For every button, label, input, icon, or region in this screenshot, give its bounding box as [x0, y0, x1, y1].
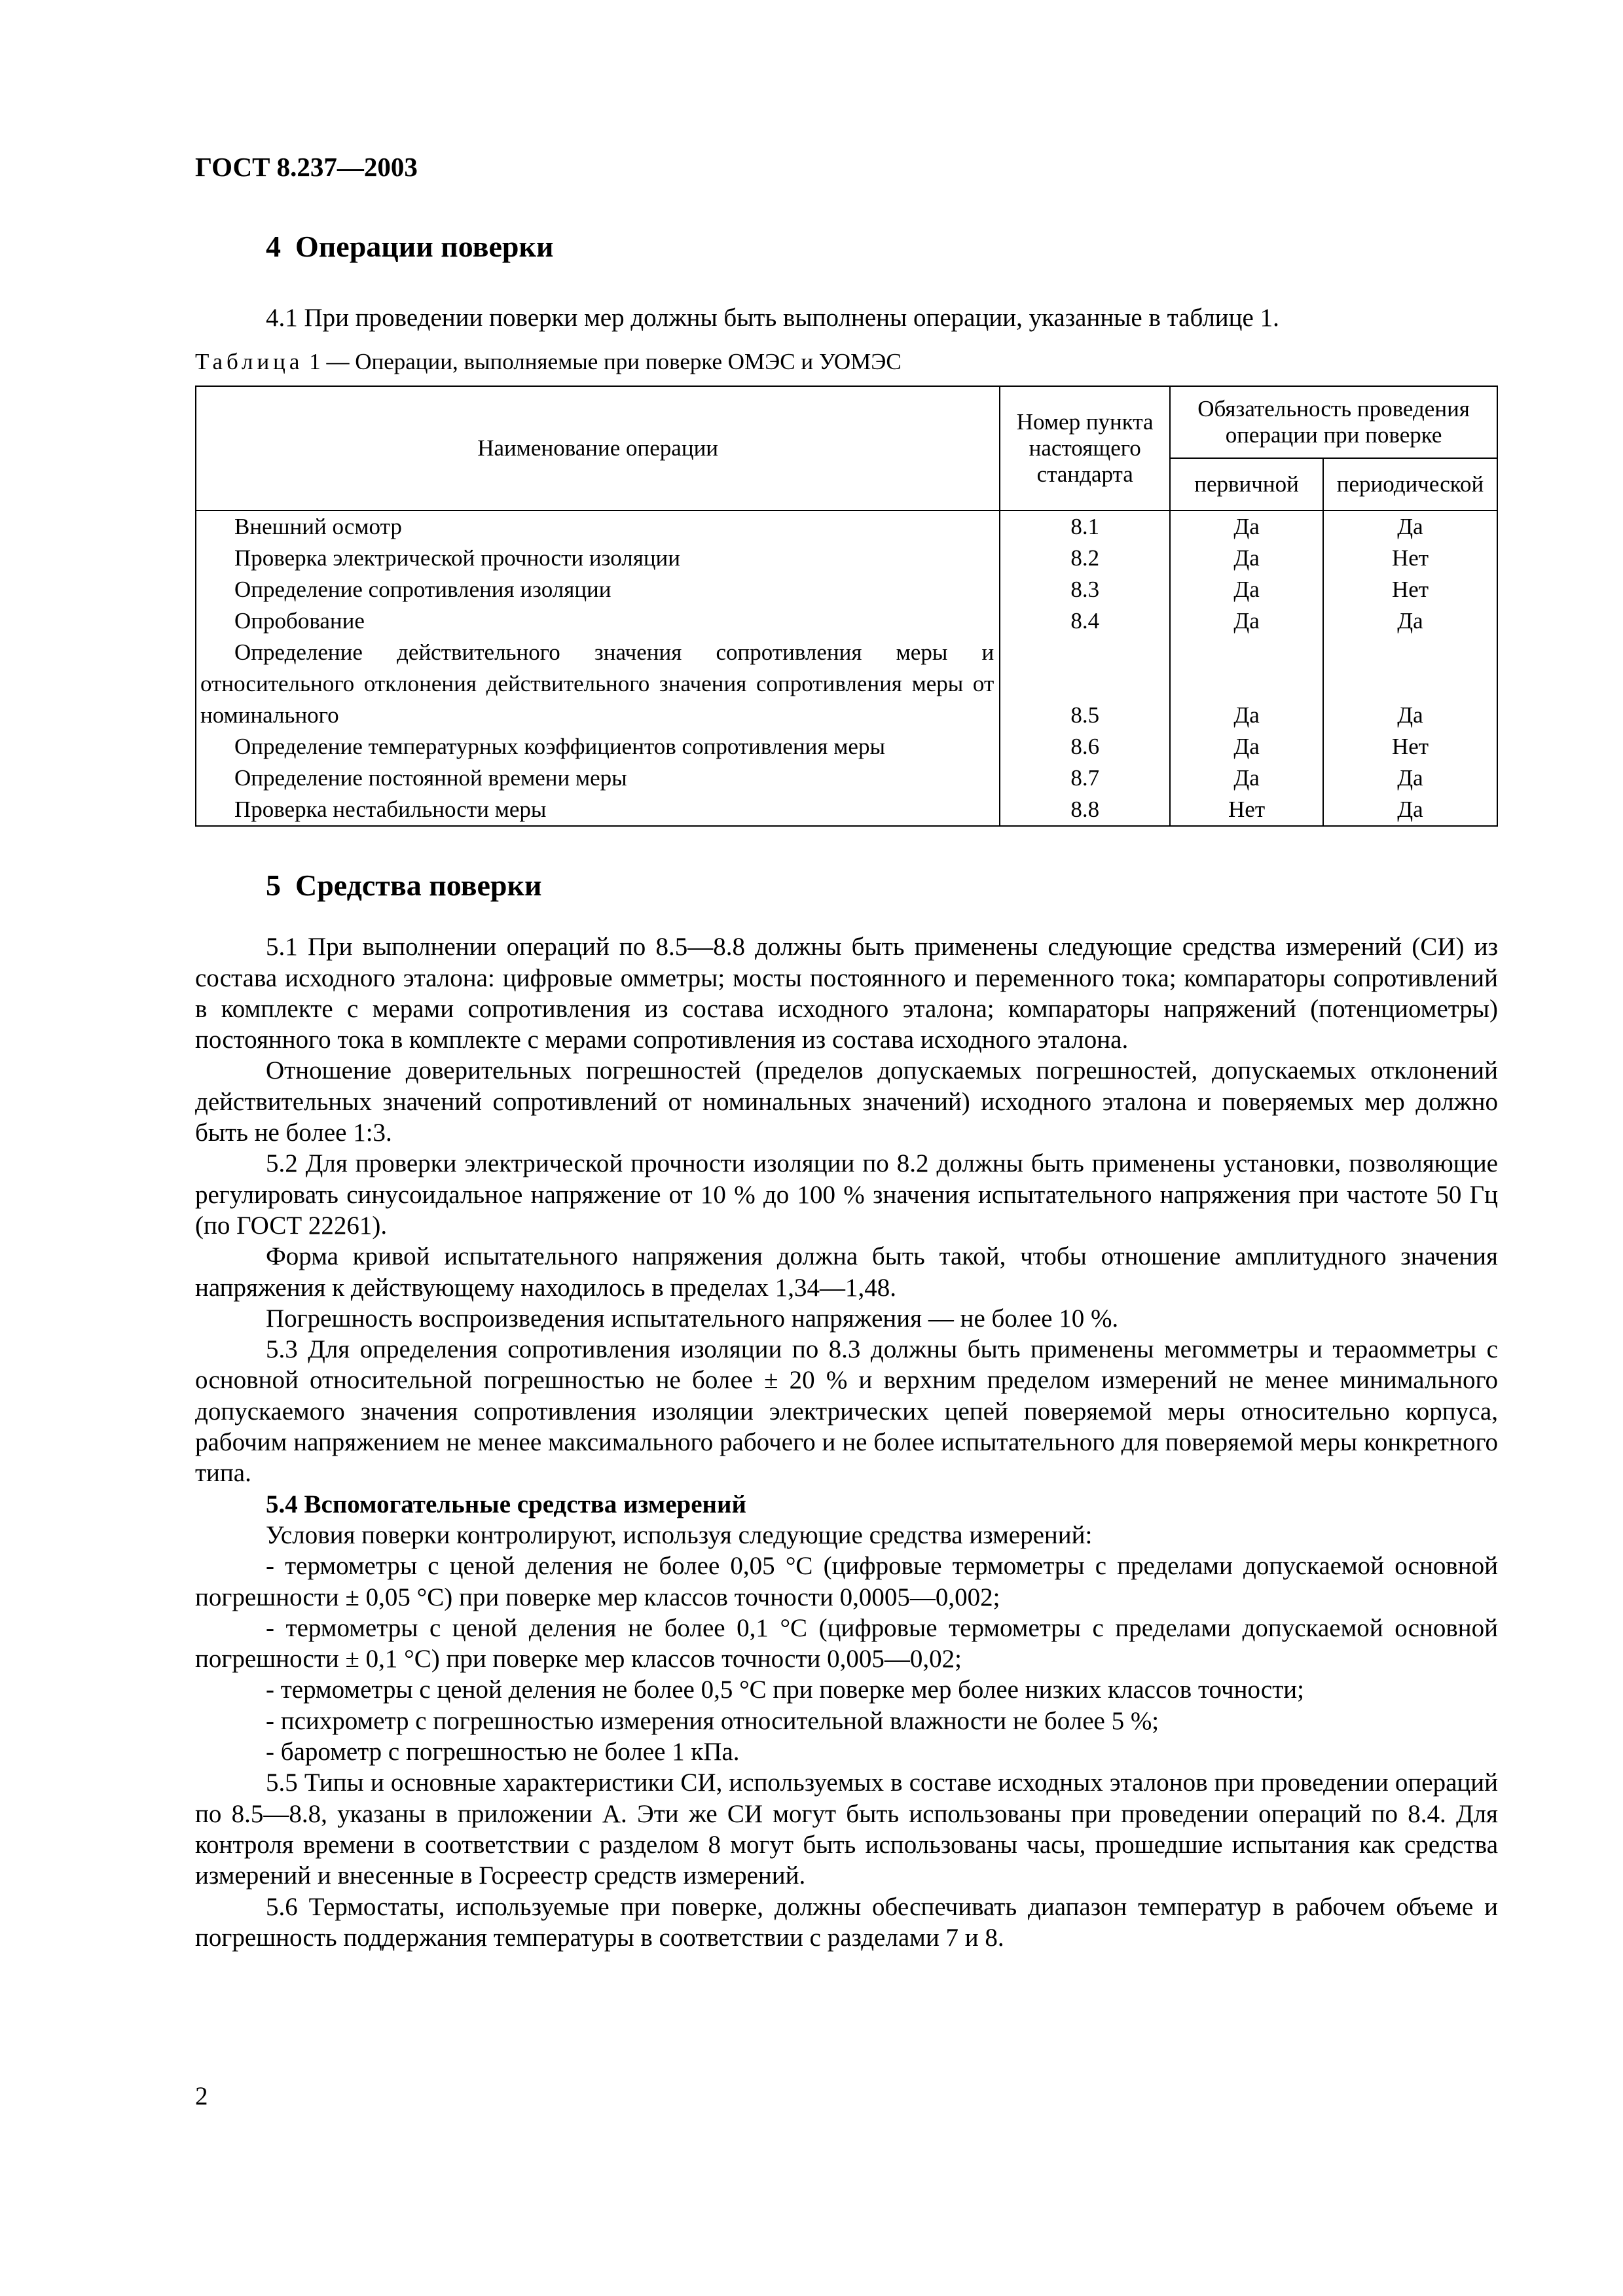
table-cell-operation: Определение сопротивления изоляции: [196, 574, 1000, 605]
table-cell-operation: Определение постоянной времени меры: [196, 762, 1000, 794]
section-5-heading: [266, 866, 1498, 905]
paragraph-5-2-error: Погрешность воспроизведения испытательного напряжения — не более 10 %.: [266, 1304, 1119, 1333]
table-cell-clause: 8.4: [1000, 605, 1170, 637]
table-cell-clause: 8.2: [1000, 543, 1170, 574]
section-4-number: 4: [266, 230, 281, 263]
table-row: [196, 762, 1497, 794]
table-cell-operation: Опробование: [196, 605, 1000, 637]
paragraph-5-4-title: 5.4 Вспомогательные средства измерений: [266, 1490, 746, 1518]
list-item: - термометры с ценой деления не более 0,5 °С при поверке мер более низких классов точности;: [266, 1676, 1304, 1704]
section-4-title: Операции поверки: [295, 230, 554, 263]
list-item: - термометры с ценой деления не более 0,05 °С (цифровые термометры с пределами допускаемой основной погрешности ± 0,05 °С) при поверке мер классов точности 0,0005—0,002;: [195, 1552, 1498, 1611]
table-cell-clause: 8.1: [1000, 511, 1170, 543]
table-header-operation-name: Наименование операции: [196, 386, 1000, 511]
table-header-clause-number: Номер пункта настоящего стандарта: [1000, 386, 1170, 511]
table-cell-periodic: Да: [1323, 637, 1497, 731]
table-cell-periodic: Да: [1323, 511, 1497, 543]
table-1: [195, 386, 1498, 827]
table-1-caption: [195, 346, 1498, 378]
table-cell-primary: Да: [1170, 511, 1323, 543]
table-cell-primary: Да: [1170, 637, 1323, 731]
table-cell-primary: Да: [1170, 731, 1323, 762]
document-header: ГОСТ 8.237—2003: [195, 152, 418, 182]
paragraph-5-1-ratio: Отношение доверительных погрешностей (пределов допускаемых погрешностей, допускаемых отклонений действительных значений сопротивлений от номинальных значений) исходного эталона и поверяемых мер должно быть не более 1:3.: [195, 1056, 1498, 1147]
paragraph-5-6: 5.6 Термостаты, используемые при поверке, должны обеспечивать диапазон температур в рабочем объеме и погрешность поддержания температуры в соответствии с разделами 7 и 8.: [195, 1892, 1498, 1952]
list-item: - термометры с ценой деления не более 0,1 °С (цифровые термометры с пределами допускаемой основной погрешности ± 0,1 °С) при поверке мер классов точности 0,005—0,02;: [195, 1613, 1498, 1674]
table-cell-primary: Нет: [1170, 794, 1323, 826]
table-cell-operation: Определение действительного значения сопротивления меры и относительного отклонения действительного значения сопротивления меры от номинального: [196, 637, 1000, 731]
paragraph-4-1: 4.1 При проведении поверки мер должны быть выполнены операции, указанные в таблице 1.: [266, 304, 1279, 332]
document-page: [195, 147, 1498, 1953]
table-header-obligation: Обязательность проведения операции при поверке: [1170, 386, 1497, 458]
table-cell-primary: Да: [1170, 605, 1323, 637]
table-cell-operation: Определение температурных коэффициентов сопротивления меры: [196, 731, 1000, 762]
table-cell-clause: 8.3: [1000, 574, 1170, 605]
list-item: - психрометр с погрешностью измерения относительной влажности не более 5 %;: [266, 1706, 1159, 1735]
paragraph-5-2: 5.2 Для проверки электрической прочности изоляции по 8.2 должны быть применены установки, позволяющие регулировать синусоидальное напряжение от 10 % до 100 % значения испытательного напряжения при частоте 50 Гц (по ГОСТ 22261).: [195, 1149, 1498, 1240]
list-item: - барометр с погрешностью не более 1 кПа.: [266, 1738, 740, 1767]
table-cell-periodic: Да: [1323, 605, 1497, 637]
paragraph-5-3: 5.3 Для определения сопротивления изоляции по 8.3 должны быть применены мегомметры и тераомметры с основной относительной погрешностью не более ± 20 % и верхним пределом измерений не менее минимального допускаемого значения сопротивления изоляции электрических цепей поверяемой меры относительно корпуса, рабочим напряжением не менее максимального рабочего и не более испытательного для поверяемой меры конкретного типа.: [195, 1335, 1498, 1488]
page-number: 2: [195, 2082, 208, 2110]
table-row: [196, 605, 1497, 637]
table-row: [196, 637, 1497, 731]
table-cell-clause: 8.6: [1000, 731, 1170, 762]
table-1-caption-text: 1 — Операции, выполняемые при поверке ОМЭС и УОМЭС: [303, 349, 902, 375]
section-5-number: 5: [266, 869, 281, 903]
table-cell-clause: 8.8: [1000, 794, 1170, 826]
table-cell-primary: Да: [1170, 574, 1323, 605]
table-cell-operation: Проверка нестабильности меры: [196, 794, 1000, 826]
table-row: [196, 574, 1497, 605]
table-cell-periodic: Да: [1323, 794, 1497, 826]
paragraph-5-4: Условия поверки контролируют, используя следующие средства измерений:: [266, 1520, 1093, 1549]
table-row: [196, 731, 1497, 762]
table-row: [196, 794, 1497, 826]
paragraph-5-5: 5.5 Типы и основные характеристики СИ, используемых в составе исходных эталонов при проведении операций по 8.5—8.8, указаны в приложении А. Эти же СИ могут быть использованы при проведении операций по 8.4. Для контроля времени в соответствии с разделом 8 могут быть использованы часы, прошедшие испытания как средства измерений и внесенные в Госреестр средств измерений.: [195, 1768, 1498, 1890]
table-cell-clause: 8.5: [1000, 637, 1170, 731]
section-5-title: Средства поверки: [295, 869, 542, 903]
table-row: [196, 543, 1497, 574]
table-row: [196, 511, 1497, 543]
table-cell-periodic: Нет: [1323, 543, 1497, 574]
table-1-caption-word: Таблица: [195, 349, 304, 375]
table-cell-periodic: Нет: [1323, 731, 1497, 762]
table-cell-primary: Да: [1170, 762, 1323, 794]
table-cell-operation: Внешний осмотр: [196, 511, 1000, 543]
section-4-heading: [266, 227, 1498, 266]
table-cell-operation: Проверка электрической прочности изоляции: [196, 543, 1000, 574]
table-cell-clause: 8.7: [1000, 762, 1170, 794]
table-cell-periodic: Да: [1323, 762, 1497, 794]
paragraph-5-1: 5.1 При выполнении операций по 8.5—8.8 должны быть применены следующие средства измерений (СИ) из состава исходного эталона: цифровые омметры; мосты постоянного и переменного тока; компараторы сопротивлений в комплекте с мерами сопротивления из состава исходного эталона; компараторы напряжений (потенциометры) постоянного тока в комплекте с мерами сопротивления из состава исходного эталона.: [195, 933, 1498, 1054]
table-header-periodic: периодической: [1323, 458, 1497, 511]
table-cell-periodic: Нет: [1323, 574, 1497, 605]
auxiliary-instruments-list: [195, 1551, 1498, 1767]
table-header-primary: первичной: [1170, 458, 1323, 511]
table-cell-primary: Да: [1170, 543, 1323, 574]
paragraph-5-2-waveform: Форма кривой испытательного напряжения должна быть такой, чтобы отношение амплитудного значения напряжения к действующему находилось в пределах 1,34—1,48.: [195, 1242, 1498, 1302]
